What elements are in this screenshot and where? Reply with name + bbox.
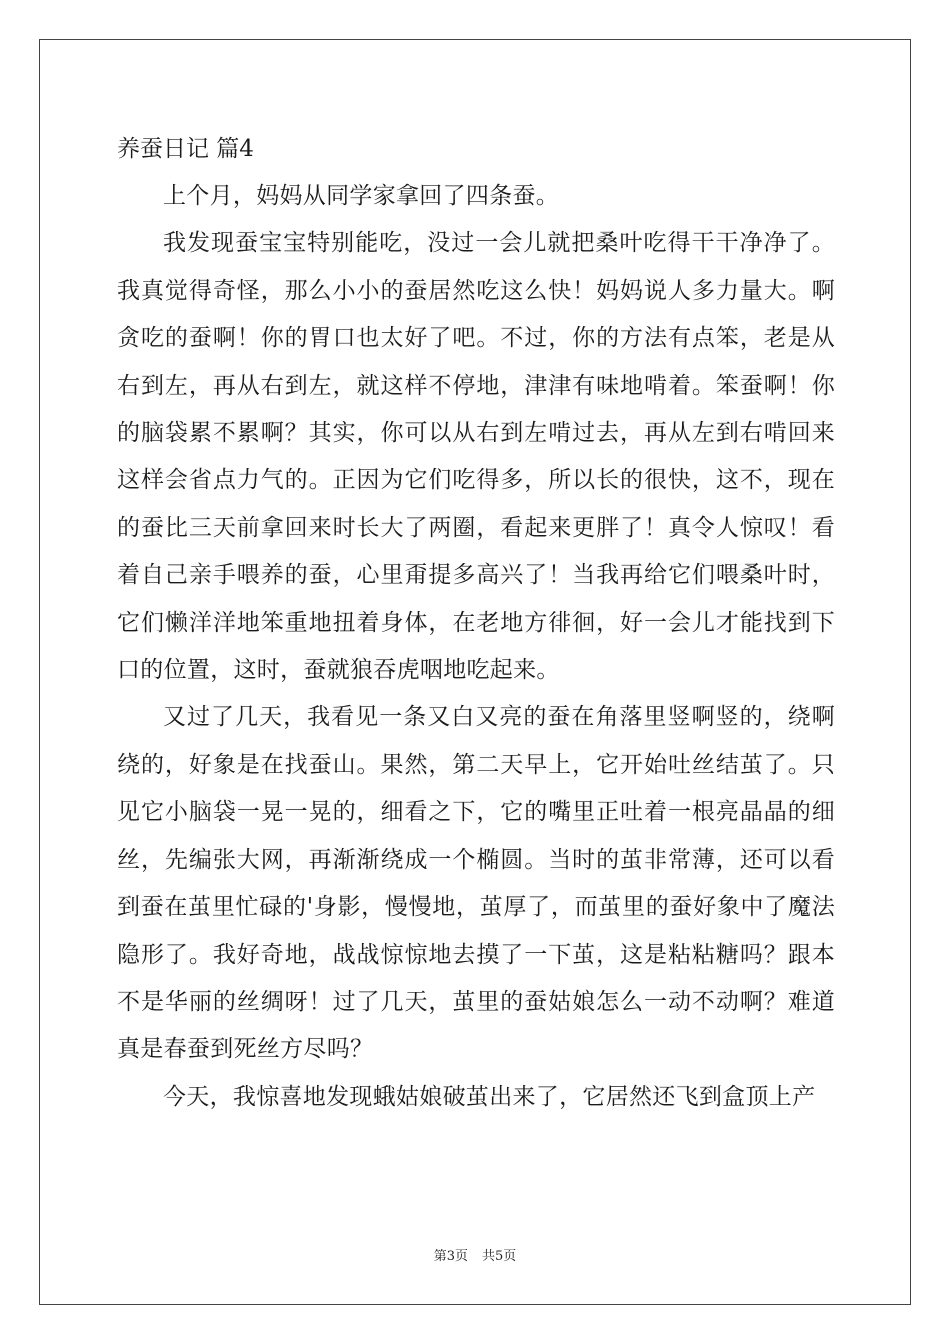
paragraph-3: 又过了几天，我看见一条又白又亮的蚕在角落里竖啊竖的，绕啊绕的，好象是在找蚕山。果然，第二天早上，它开始吐丝结茧了。只见它小脑袋一晃一晃的，细看之下，它的嘴里正吐着一根亮晶晶的细丝，先编张大网，再渐渐绕成一个椭圆。当时的茧非常薄，还可以看到蚕在茧里忙碌的'身影，慢慢地，茧厚了，而茧里的蚕好象中了魔法隐形了。我好奇地，战战惊惊地去摸了一下茧，这是粘粘糖吗？跟本不是华丽的丝绸呀！过了几天，茧里的蚕姑娘怎么一动不动啊？难道真是春蚕到死丝方尽吗？ [117, 704, 835, 1063]
page-total: 共5页 [482, 1249, 517, 1264]
paragraph-2: 我发现蚕宝宝特别能吃，没过一会儿就把桑叶吃得干干净净了。我真觉得奇怪，那么小小的蚕居然吃这么快！妈妈说人多力量大。啊贪吃的蚕啊！你的胃口也太好了吧。不过，你的方法有点笨，老是从右到左，再从右到左，就这样不停地，津津有味地啃着。笨蚕啊！你的脑袋累不累啊？其实，你可以从右到左啃过去，再从左到右啃回来这样会省点力气的。正因为它们吃得多，所以长的很快，这不，现在的蚕比三天前拿回来时长大了两圈，看起来更胖了！真令人惊叹！看着自己亲手喂养的蚕，心里甭提多高兴了！当我再给它们喂桑叶时，它们懒洋洋地笨重地扭着身体，在老地方徘徊，好一会儿才能找到下口的位置，这时，蚕就狼吞虎咽地吃起来。 [117, 230, 835, 684]
document-body [117, 126, 835, 1121]
paragraph-1: 上个月，妈妈从同学家拿回了四条蚕。 [163, 183, 560, 209]
page-number: 第3页 [433, 1249, 468, 1264]
page-footer [0, 1248, 950, 1266]
paragraph-4: 今天，我惊喜地发现蛾姑娘破茧出来了，它居然还飞到盒顶上产 [163, 1083, 816, 1110]
document-title: 养蚕日记 篇4 [117, 136, 254, 162]
